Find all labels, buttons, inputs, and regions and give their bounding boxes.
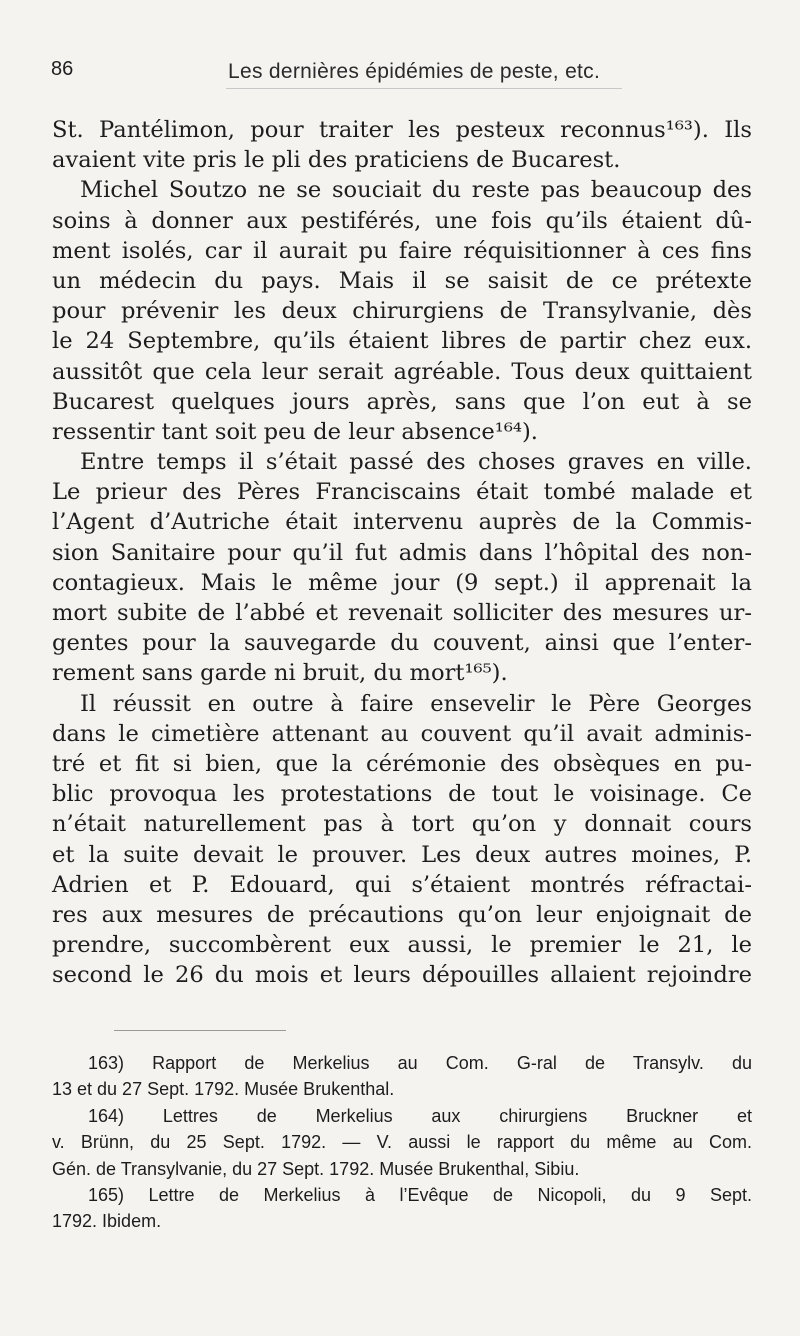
- body-line: aussitôt que cela leur serait agréable. Tous deux quittaient: [52, 358, 752, 385]
- body-line: mort subite de l’abbé et revenait solliciter des mesures ur-: [52, 600, 752, 626]
- footnote-line: v. Brünn, du 25 Sept. 1792. — V. aussi le rapport du même au Com.: [52, 1132, 752, 1153]
- footnote-separator: [114, 1030, 286, 1031]
- body-line: dans le cimetière attenant au couvent qu’il avait adminis-: [52, 720, 752, 747]
- body-line: gentes pour la sauvegarde du couvent, ainsi que l’enter-: [52, 630, 752, 657]
- body-line: un médecin du pays. Mais il se saisit de ce prétexte: [52, 267, 752, 294]
- body-line: ment isolés, car il aurait pu faire réquisitionner à ces fins: [52, 237, 752, 264]
- body-line: ressentir tant soit peu de leur absence¹⁶⁴).: [52, 418, 538, 445]
- footnote-line: 1792. Ibidem.: [52, 1211, 162, 1232]
- body-line: contagieux. Mais le même jour (9 sept.) il apprenait la: [52, 569, 752, 596]
- body-line: n’était naturellement pas à tort qu’on y donnait cours: [52, 811, 752, 838]
- body-line: tré et fit si bien, que la cérémonie des obsèques en pu-: [52, 750, 752, 777]
- body-line: second le 26 du mois et leurs dépouilles allaient rejoindre: [52, 962, 752, 989]
- body-line: St. Pantélimon, pour traiter les pesteux reconnus¹⁶³). Ils: [52, 117, 752, 143]
- body-line: Il réussit en outre à faire ensevelir le Père Georges: [80, 690, 752, 717]
- footnote-line: 13 et du 27 Sept. 1792. Musée Brukenthal.: [52, 1079, 395, 1100]
- body-line: rement sans garde ni bruit, du mort¹⁶⁵).: [52, 660, 508, 687]
- body-line: soins à donner aux pestiférés, une fois qu’ils étaient dû-: [52, 207, 752, 234]
- body-line: Bucarest quelques jours après, sans que l’on eut à se: [52, 388, 752, 415]
- body-line: et la suite devait le prouver. Les deux autres moines, P.: [52, 841, 752, 868]
- body-line: blic provoqua les protestations de tout le voisinage. Ce: [52, 781, 752, 808]
- body-line: Michel Soutzo ne se souciait du reste pas beaucoup des: [80, 177, 752, 204]
- page-number: 86: [51, 58, 74, 80]
- body-line: avaient vite pris le pli des praticiens de Bucarest.: [52, 147, 621, 174]
- body-line: Le prieur des Pères Franciscains était tombé malade et: [52, 479, 752, 506]
- footnote-line: 163) Rapport de Merkelius au Com. G-ral de Transylv. du: [88, 1053, 752, 1073]
- body-line: sion Sanitaire pour qu’il fut admis dans l’hôpital des non-: [52, 539, 752, 566]
- body-line: Adrien et P. Edouard, qui s’étaient montrés réfractai-: [52, 871, 752, 898]
- body-text: [52, 115, 752, 990]
- header-rule: [226, 88, 622, 89]
- running-title: Les dernières épidémies de peste, etc.: [228, 60, 601, 83]
- body-line: le 24 Septembre, qu’ils étaient libres de partir chez eux.: [52, 328, 752, 355]
- footnote-line: 165) Lettre de Merkelius à l’Evêque de Nicopoli, du 9 Sept.: [88, 1184, 752, 1205]
- body-line: pour prévenir les deux chirurgiens de Transylvanie, dès: [52, 298, 752, 325]
- body-line: Entre temps il s’était passé des choses graves en ville.: [80, 449, 752, 476]
- footnote-line: Gén. de Transylvanie, du 27 Sept. 1792. Musée Brukenthal, Sibiu.: [52, 1158, 580, 1179]
- body-line: l’Agent d’Autriche était intervenu auprès de la Commis-: [52, 509, 752, 536]
- body-line: res aux mesures de précautions qu’on leur enjoignait de: [52, 901, 752, 928]
- footnotes: [52, 1050, 752, 1235]
- footnote-line: 164) Lettres de Merkelius aux chirurgiens Bruckner et: [88, 1105, 752, 1126]
- body-line: prendre, succombèrent eux aussi, le premier le 21, le: [52, 932, 752, 959]
